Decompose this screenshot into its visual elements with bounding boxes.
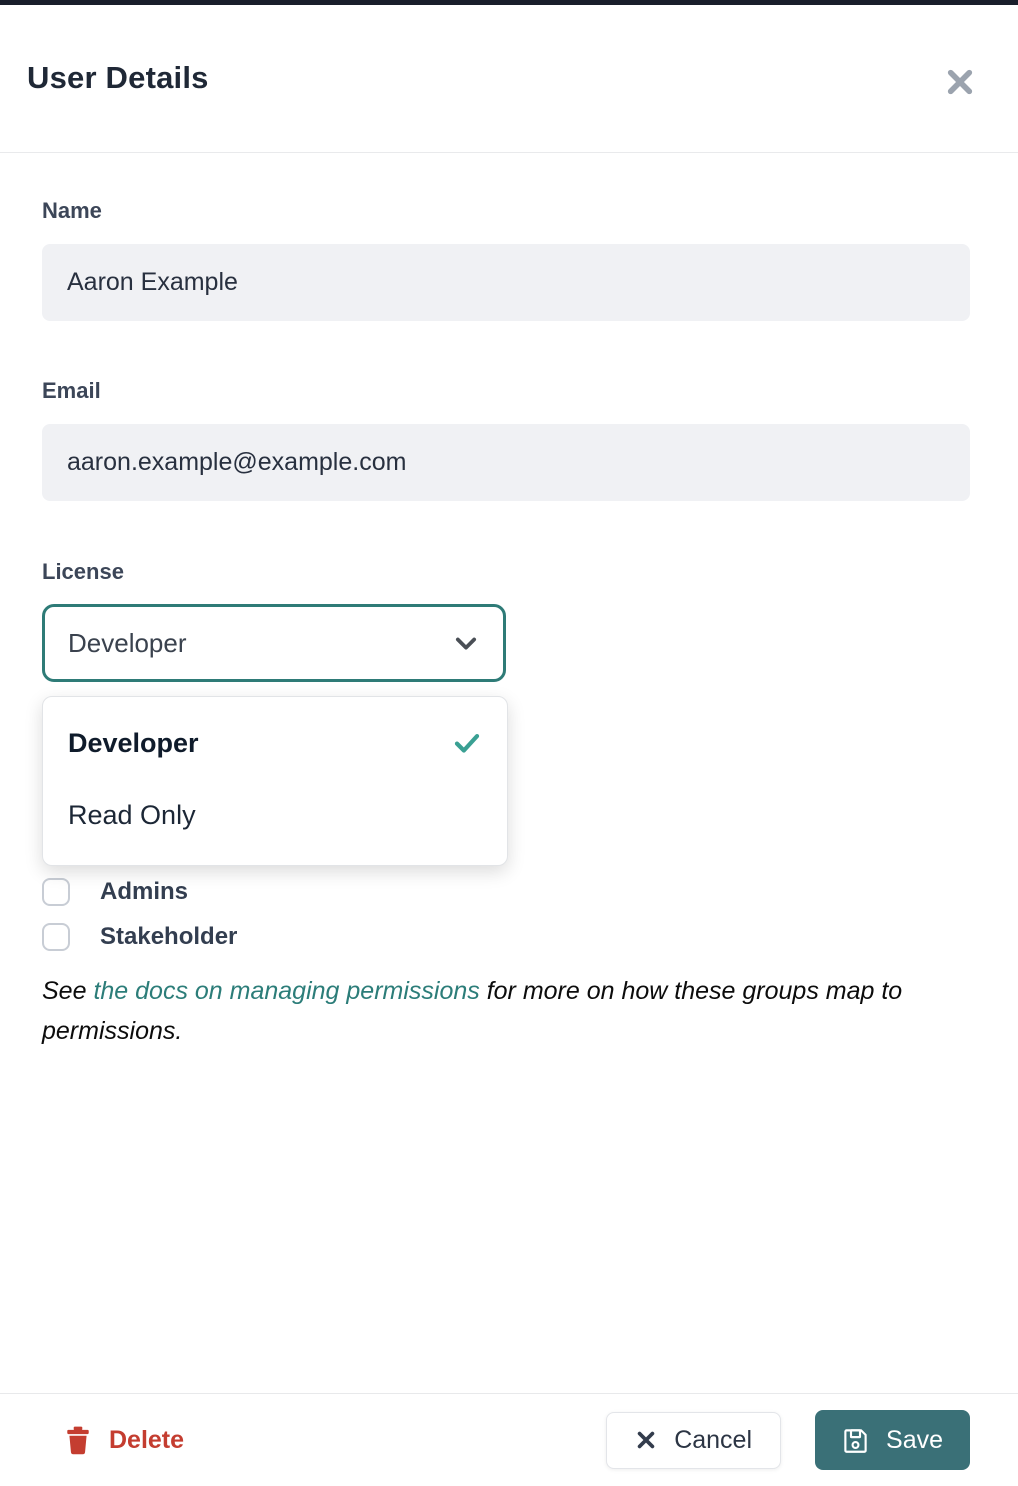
permissions-note <box>42 971 970 1051</box>
check-icon <box>452 728 482 758</box>
license-selected-value: Developer <box>68 627 187 658</box>
close-icon <box>944 66 976 98</box>
cancel-button[interactable] <box>606 1412 781 1469</box>
admins-checkbox-label: Admins <box>100 877 189 905</box>
license-label: License <box>42 559 124 584</box>
license-select[interactable] <box>42 604 506 682</box>
admins-checkbox[interactable] <box>42 878 70 906</box>
save-button-label: Save <box>886 1425 943 1454</box>
permissions-docs-link[interactable]: the docs on managing permissions <box>93 977 480 1005</box>
name-label: Name <box>42 198 102 223</box>
modal-body <box>0 198 1018 1051</box>
license-dropdown-panel <box>42 696 508 866</box>
license-select-wrap <box>42 604 508 830</box>
stakeholder-checkbox[interactable] <box>42 923 70 951</box>
chevron-down-icon <box>452 629 480 657</box>
note-prefix: See <box>42 977 94 1005</box>
modal-footer <box>0 1393 1018 1486</box>
email-field[interactable] <box>42 424 970 501</box>
delete-button-label: Delete <box>109 1425 185 1454</box>
modal-header <box>0 5 1018 153</box>
x-icon <box>635 1429 657 1451</box>
floppy-disk-icon <box>842 1427 869 1454</box>
name-field[interactable] <box>42 244 970 321</box>
dropdown-option-label: Read Only <box>68 799 196 830</box>
dropdown-option-read-only[interactable] <box>43 779 507 851</box>
dropdown-option-label: Developer <box>68 727 199 758</box>
groups-section <box>42 869 970 959</box>
page-title: User Details <box>27 60 209 95</box>
group-row-admins[interactable] <box>42 869 970 914</box>
note-suffix: for more on how these groups map to permissions. <box>42 977 903 1045</box>
group-row-stakeholder[interactable] <box>42 914 970 959</box>
save-button[interactable] <box>815 1410 970 1470</box>
cancel-button-label: Cancel <box>674 1425 753 1454</box>
delete-button[interactable] <box>65 1425 184 1455</box>
stakeholder-checkbox-label: Stakeholder <box>100 922 238 950</box>
close-button[interactable] <box>940 62 980 102</box>
email-label: Email <box>42 378 101 403</box>
dropdown-option-developer[interactable] <box>43 707 507 779</box>
trash-icon <box>65 1425 91 1455</box>
